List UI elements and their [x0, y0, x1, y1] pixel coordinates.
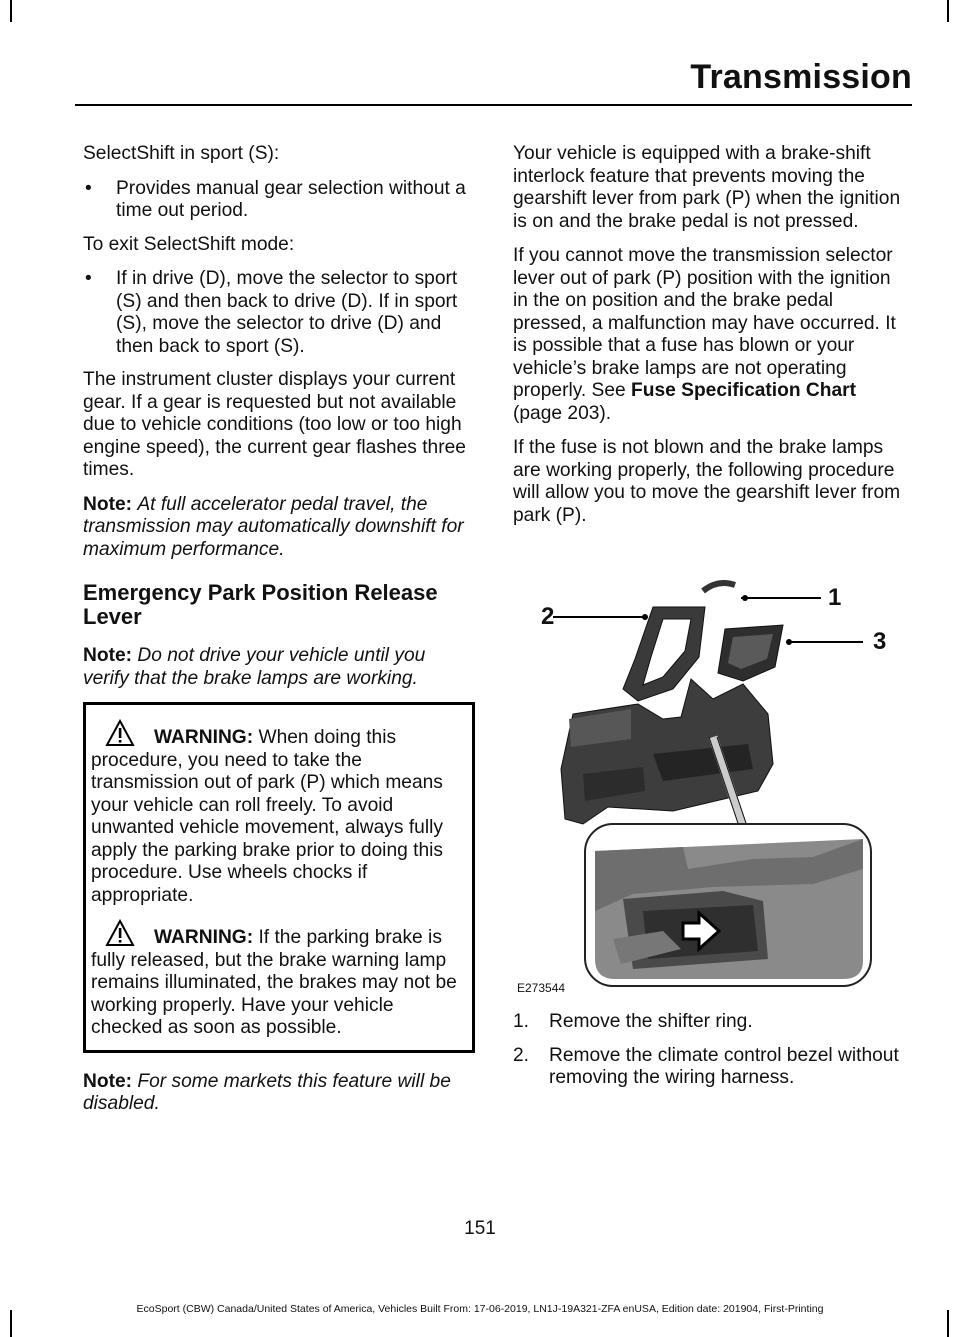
note-text: For some markets this feature will be disabled. [83, 1070, 451, 1114]
paragraph-text: If you cannot move the transmission selector lever out of park (P) position with the ignition in the on position and the brake pedal pressed, a malfunction may have occurred. It is possible that a fuse has blown or your vehicle’s brake lamps are not operating properly. See [513, 245, 896, 401]
console-illustration [513, 539, 909, 999]
warning [91, 719, 464, 907]
exit-heading: To exit SelectShift mode: [83, 233, 295, 255]
note-label: Note: [83, 1070, 133, 1092]
step-number: 2. [513, 1044, 530, 1066]
console-diagram [513, 539, 909, 999]
procedure-paragraph: If the fuse is not blown and the brake lamps are working properly, the following procedure will allow you to move the gearshift lever from park (P). [513, 437, 901, 526]
page-reference: (page 203). [513, 402, 612, 424]
page-number: 151 [464, 1218, 496, 1239]
fuse-chart-link[interactable]: Fuse Specification Chart [631, 380, 857, 401]
warning-text: If the parking brake is fully released, but the brake warning lamp remains illuminated, the brakes may not be working properly. Have your vehicle checked as soon as possible. [91, 927, 457, 1038]
callout-number: 2 [541, 603, 555, 630]
footer-text: EcoSport (CBW) Canada/United States of America, Vehicles Built From: 17-06-2019, LN1J-19A321-ZFA enUSA, Edition date: 201904, First-Printing [136, 1303, 824, 1315]
warning-triangle-icon [99, 919, 147, 947]
header-divider [75, 104, 912, 106]
note-text: Do not drive your vehicle until you verify that the brake lamps are working. [83, 645, 426, 689]
note [83, 1071, 475, 1116]
warning-label: WARNING: [154, 927, 254, 948]
bullet-icon: • [85, 177, 92, 199]
note [83, 645, 475, 690]
warning-box [83, 702, 475, 1053]
callout-number: 3 [873, 628, 887, 655]
right-column [513, 143, 909, 1101]
malfunction-paragraph [513, 245, 909, 425]
selectshift-sport-heading: SelectShift in sport (S): [83, 143, 280, 164]
crop-mark [10, 0, 12, 22]
note-text: At full accelerator pedal travel, the transmission may automatically downshift for maximum performance. [83, 493, 464, 560]
list-item [83, 178, 475, 223]
step-number: 1. [513, 1011, 530, 1032]
section-heading: Emergency Park Position Release Lever [83, 580, 438, 629]
warning-label: WARNING: [154, 727, 254, 748]
page-title: Transmission [690, 58, 912, 96]
bullet-text: Provides manual gear selection without a time out period. [116, 177, 466, 221]
list-item [513, 1011, 909, 1034]
list-item [83, 268, 475, 358]
crop-mark [947, 0, 949, 22]
note-label: Note: [83, 493, 133, 515]
list-item [513, 1045, 909, 1090]
warning-text: When doing this procedure, you need to take the transmission out of park (P) which means your vehicle can roll freely. To avoid unwanted vehicle movement, always fully apply the parking brake prior to doing this procedure. Use wheels chocks if appropriate. [91, 727, 443, 906]
left-column [83, 143, 475, 1128]
figure-code: E273544 [517, 980, 566, 995]
warning [91, 919, 464, 1040]
callout-number: 1 [828, 584, 842, 611]
note-label: Note: [83, 645, 133, 666]
interlock-paragraph: Your vehicle is equipped with a brake-shift interlock feature that prevents moving the gearshift lever from park (P) when the ignition is on and the brake pedal is not pressed. [513, 143, 901, 232]
step-text: Remove the climate control bezel without removing the wiring harness. [549, 1044, 899, 1088]
bullet-text: If in drive (D), move the selector to sport (S) and then back to drive (D). If in sport (S), move the selector to drive (D) and then back to sport (S). [116, 268, 458, 357]
bullet-icon: • [85, 268, 92, 289]
note [83, 494, 475, 562]
cluster-paragraph: The instrument cluster displays your current gear. If a gear is requested but not available due to vehicle conditions (too low or too high engine speed), the current gear flashes three times. [83, 369, 466, 480]
step-text: Remove the shifter ring. [549, 1011, 753, 1032]
warning-triangle-icon [99, 719, 147, 747]
